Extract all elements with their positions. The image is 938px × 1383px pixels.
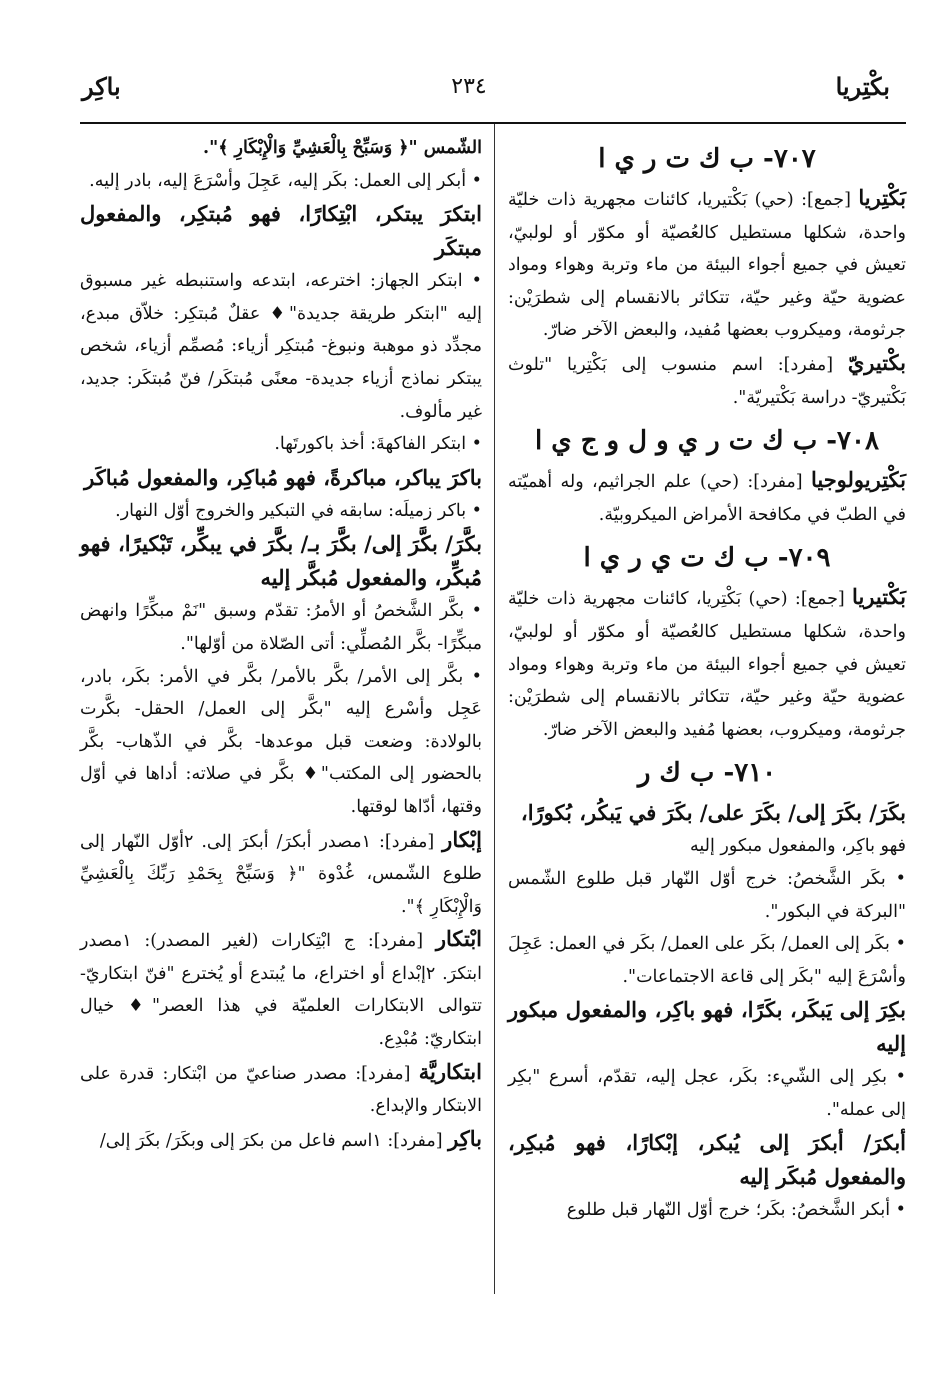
sense-bullet: • أبكر الشَّخصُ: بكَر؛ خرج أوّل النّهار قبل طلوع <box>566 1200 906 1221</box>
column-divider <box>494 124 495 1294</box>
definition: [مفرد]: (حي) علم الجراثيم، وله أهميّته في الطبّ في مكافحة الأمراض الميكروبيّة. <box>508 472 906 525</box>
sense-bullet: • أبكر إلى العمل: بكَر إليه، عَجِلَ وأسْرَعَ إليه، بادر إليه. <box>89 170 482 191</box>
sense-bullet: • بكَر الشَّخصُ: خرج أوّل النّهار قبل طلوع الشّمس "البركة في البكور". <box>508 868 906 922</box>
headword: باكِر <box>448 1125 482 1151</box>
header-rule <box>80 122 906 124</box>
sense-bullet: • باكر زميلَه: سابقه في التبكير والخروج أوّل النهار. <box>115 500 482 521</box>
sense-bullet: • ابتكر الفاكهةَ: أخذ باكورتَها. <box>274 434 482 455</box>
header-guide-word-left: باكِر <box>82 72 121 101</box>
sense-bullet: • بكَر إلى العمل/ بكَر على العمل/ بكَر في العمل: عَجِلَ وأسْرَعَ إليه "بكَر إلى قاعة الاجتماعات". <box>508 934 906 987</box>
entry-bacterial <box>508 347 906 414</box>
section-title-709: ٧٠٩- ب ك ت ي ر ي ا <box>583 543 831 574</box>
headword: بكْتيريّ <box>847 349 906 375</box>
entry-bacteriology <box>508 464 906 531</box>
sense-bullet: • بكِر إلى الشّيء: بكَر، عجل إليه، تقدّم، أسرع "بكِر إلى عمله". <box>508 1067 906 1120</box>
headword: بَكْتيريا <box>852 584 906 610</box>
sense-bullet: • بكَّر الشَّخصُ أو الأمرُ: تقدّم وسبق "نَمْ مبكِّرًا وانهض مبكِّرًا- بكَّر المُصلِّي: أتى الصّلاة من أوّلها". <box>80 601 482 654</box>
entry-ibtikar <box>80 923 482 1055</box>
headword: بَكْتِريولوجيا <box>810 467 906 493</box>
definition: [جمع]: (حي) بَكْتِريا، كائنات مجهرية ذات خليّة واحدة، شكلها مستطيل كالعُصيّة أو مكوّر أو لولبيّ، تعيش في جميع أجواء البيئة من ماء وتربة وهواء ومواد عضوية حيّة وغير حيّة، تتكاثر بالانقسام إلى شطرَيْن: جرثومة، وميكروب، بعضها مُفيد والبعض الآخر ضارّ. <box>508 589 906 740</box>
headword: ابتكاريَّة <box>418 1058 482 1084</box>
entry-bakteria <box>508 581 906 746</box>
definition: [مفرد]: اسم منسوب إلى بَكْتِريا "تلوث بَكْتيريّ- دراسة بَكْتيريّة". <box>508 354 906 408</box>
verb-heading: بكَرَ/ بكَرَ إلى/ بكَرَ على/ بكَرَ في يَبكُر، بُكورًا، <box>520 800 906 826</box>
left-column <box>80 132 482 1157</box>
definition: [مفرد]: ١اسم فاعل من بكرَ إلى وبكَرَ/ بكَرَ إلى/ <box>99 1130 449 1151</box>
entry-ibtikariyya <box>80 1056 482 1123</box>
page-number: ٢٣٤ <box>451 74 487 99</box>
headword: بَكْتِريا <box>858 185 906 210</box>
verb-heading: بكِرَ إلى يَبكَر، بكَرًا، فهو باكِر، والمفعول مبكور إليه <box>508 997 906 1057</box>
headword: ابْتكار <box>435 926 482 952</box>
verb-heading: بكَّرَ/ بكَّرَ إلى/ بكَّرَ بـ/ بكَّرَ في يبكِّر، تَبْكيرًا، فهو مُبكِّر، والمفعول مُبكَّر إليه <box>80 531 482 591</box>
entry-bacteria <box>508 182 906 347</box>
entry-bakir <box>80 1123 482 1158</box>
definition: [مفرد]: ١مصدر أبكرَ/ أبكرَ إلى. ٢أوّل النّهار إلى طلوع الشّمس، غُدْوة "﴿ وَسَبِّحْ بِحَمْدِ رَبِّكَ بِالْعَشِيِّ وَالْإِبْكَارِ ﴾". <box>80 831 482 917</box>
verb-heading: أبكرَ/ أبكرَ إلى يُبكر، إبْكارًا، فهو مُبكِر، والمفعول مُبكَر إليه <box>508 1130 906 1190</box>
definition: [جمع]: (حي) بَكْتيريا، كائنات مجهرية ذات خليّة واحدة، شكلها مستطيل كالعُصيّة أو مكوّر أو لولبيّ، تعيش في جميع أجواء البيئة من ماء وتربة وهواء ومواد عضوية حيّة وغير حيّة، تتكاثر بالانقسام إلى شطرَيْن: جرثومة، وميكروب بعضها مُفيد، والبعض الآخر ضارّ. <box>508 190 906 341</box>
right-column <box>508 132 906 1227</box>
headword: إبْكار <box>442 826 482 852</box>
verb-heading: باكرَ يباكر، مباكرةً، فهو مُباكِر، والمفعول مُباكَر <box>84 464 482 490</box>
definition: [مفرد]: مصدر صناعيّ من ابْتكار: قدرة على الابتكار والإبداع. <box>80 1063 482 1117</box>
continued-quote: الشّمس "﴿ وَسَبِّحْ بِالْعَشِيِّ وَالْإِبْكَارِ ﴾". <box>202 138 482 158</box>
header-guide-word-right: بكْتِريا <box>835 72 890 101</box>
section-title-707: ٧٠٧- ب ك ت ر ي ا <box>598 144 816 174</box>
section-title-710: ٧١٠- ب ك ر <box>637 758 777 789</box>
sense-bullet: • ابتكر الجهاز: اخترعه، ابتدعه واستنبطه غير مسبوق إليه "ابتكر طريقة جديدة"♦ عقلٌ مُبتكِر: خلاّق مبدع، مجدِّد ذو موهبة ونبوغ- مُبتكِر أزياء: مُصمِّم أزياء، شخص يبتكر نماذج أزياء جديدة- معنًى مُبتكَر/ فنّ مُبتكَر: جديد، غير مألوف. <box>80 271 482 422</box>
section-title-708: ٧٠٨- ب ك ت ر ي و ل و ج ي ا <box>535 426 879 457</box>
verb-heading-continued: فهو باكِر، والمفعول مبكور إليه <box>689 836 906 857</box>
sense-bullet: • بكَّر إلى الأمر/ بكَّر بالأمر/ بكَّر في الأمر: بكَر، بادر، عَجِل وأسْرع إليه "بكَّر إلى العمل/ الحقل- بكَّرت بالولادة: وضعت قبل موعدها- بكَّر في الذّهاب- بكَّر بالحضور إلى المكتب"♦ بكَّر في صلاته: أداها في أوّل وقتها، أدّاها لوقتها. <box>80 666 482 817</box>
entry-ibkar <box>80 824 482 924</box>
verb-heading: ابتكرَ يبتكر، ابْتِكارًا، فهو مُبتكِر، والمفعول مبتكَر <box>80 201 482 261</box>
definition: [مفرد]: ج ابْتِكارات (لغير المصدر): ١مصدر ابتكرَ. ٢إبْداع أو اختراع، ما يُبتدع أو يُخترع "فنّ ابتكاريّ- تتوالى الابتكارات العلميّة في هذا العصر"♦ خيال ابتكاريّ: مُبْدِع. <box>80 931 482 1050</box>
